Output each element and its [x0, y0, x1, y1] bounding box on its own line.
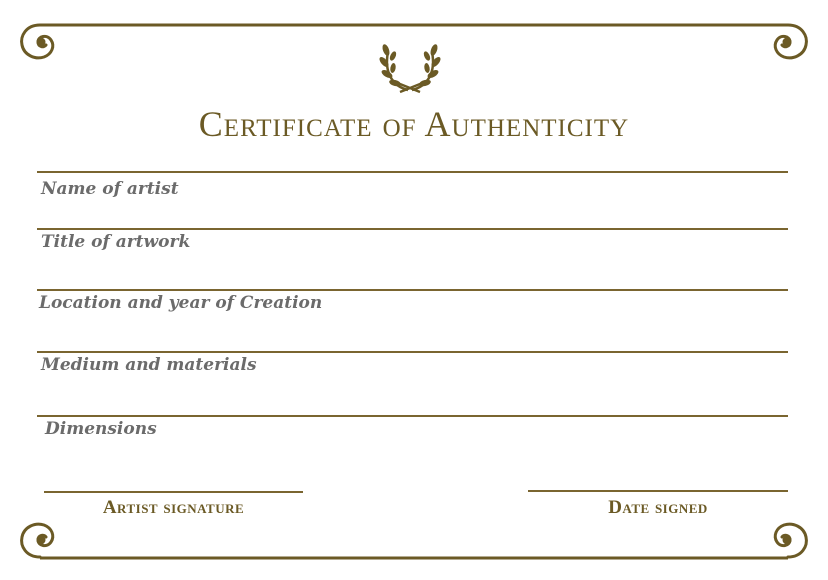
certificate-title: Certificate of Authenticity: [198, 104, 630, 144]
scroll-ornament-icon: [768, 20, 812, 64]
scroll-ornament-icon: [768, 518, 812, 562]
field-rule: [37, 351, 788, 353]
artist-signature-label: Artist signature: [102, 497, 245, 518]
date-line: [528, 490, 788, 492]
scroll-ornament-icon: [16, 20, 60, 64]
field-label-artwork-title: Title of artwork: [41, 232, 191, 252]
field-label-dimensions: Dimensions: [45, 419, 157, 439]
field-label-medium: Medium and materials: [41, 355, 257, 375]
field-rule: [37, 289, 788, 291]
scroll-ornament-icon: [16, 518, 60, 562]
field-rule: [37, 228, 788, 230]
field-rule: [37, 415, 788, 417]
signature-line: [44, 491, 303, 493]
laurel-wreath-icon: [378, 36, 442, 96]
field-rule: [37, 171, 788, 173]
field-label-location-year: Location and year of Creation: [39, 293, 323, 313]
date-signed-label: Date signed: [608, 497, 708, 518]
field-label-artist-name: Name of artist: [41, 179, 179, 199]
